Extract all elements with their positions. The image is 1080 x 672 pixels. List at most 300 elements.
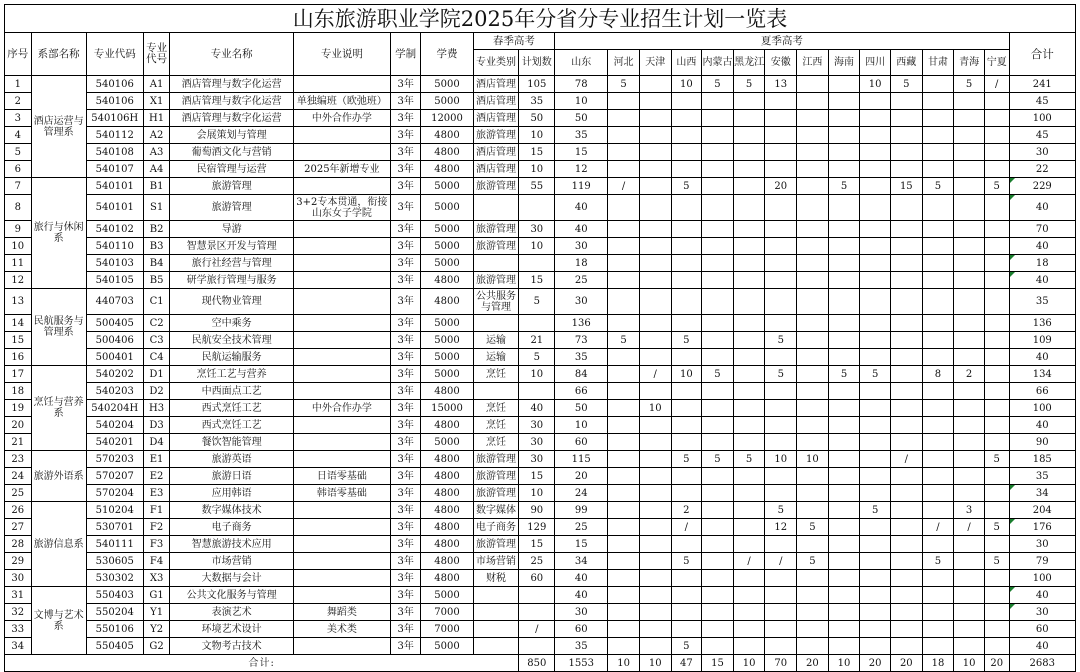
province-plan: / — [984, 76, 1009, 93]
duration: 3年 — [390, 451, 421, 468]
header-seq: 序号 — [5, 33, 32, 76]
province-plan: 78 — [555, 76, 608, 93]
province-plan — [733, 502, 765, 519]
spring-plan — [519, 638, 555, 655]
major-name: 智慧旅游技术应用 — [170, 536, 294, 553]
duration: 3年 — [390, 144, 421, 161]
province-plan: 35 — [555, 638, 608, 655]
major-code: 540202 — [86, 366, 143, 383]
province-plan: / — [890, 451, 922, 468]
province-plan — [733, 272, 765, 289]
header-spring-category: 专业类别 — [473, 50, 519, 76]
province-plan — [639, 127, 671, 144]
province-plan — [765, 485, 797, 502]
province-plan — [922, 604, 954, 621]
province-plan — [984, 604, 1009, 621]
province-plan — [890, 315, 922, 332]
province-plan — [860, 144, 891, 161]
table-row — [5, 366, 1076, 383]
province-plan: 5 — [608, 332, 640, 349]
major-code: 570204 — [86, 485, 143, 502]
province-plan: / — [922, 519, 954, 536]
province-plan: 35 — [555, 349, 608, 366]
province-plan — [797, 417, 829, 434]
province-plan — [671, 289, 702, 315]
major-short-code: B1 — [143, 178, 170, 195]
province-plan — [733, 485, 765, 502]
spring-plan: 10 — [519, 485, 555, 502]
province-plan: 5 — [702, 451, 734, 468]
footer-province-total: 15 — [702, 655, 734, 672]
duration: 3年 — [390, 221, 421, 238]
row-seq: 9 — [5, 221, 32, 238]
header-province: 河北 — [608, 50, 640, 76]
province-plan: 20 — [555, 468, 608, 485]
major-name: 空中乘务 — [170, 315, 294, 332]
province-plan — [922, 451, 954, 468]
province-plan — [860, 332, 891, 349]
province-plan: 30 — [555, 604, 608, 621]
footer-grand-total: 2683 — [1009, 655, 1075, 672]
table-row — [5, 536, 1076, 553]
row-seq: 32 — [5, 604, 32, 621]
header-province: 安徽 — [765, 50, 797, 76]
duration: 3年 — [390, 502, 421, 519]
province-plan — [954, 93, 985, 110]
province-plan — [639, 570, 671, 587]
major-name: 电子商务 — [170, 519, 294, 536]
tuition-fee: 4800 — [421, 417, 473, 434]
footer-province-total: 10 — [828, 655, 860, 672]
province-plan — [608, 621, 640, 638]
major-short-code: X1 — [143, 93, 170, 110]
province-plan — [639, 553, 671, 570]
province-plan — [765, 400, 797, 417]
tuition-fee: 4800 — [421, 570, 473, 587]
spring-plan: 21 — [519, 332, 555, 349]
major-code: 540103 — [86, 255, 143, 272]
province-plan — [954, 417, 985, 434]
province-plan — [828, 519, 860, 536]
province-plan — [954, 553, 985, 570]
spring-category: 酒店管理 — [473, 93, 519, 110]
footer-province-total: 20 — [797, 655, 829, 672]
province-plan — [639, 502, 671, 519]
province-plan — [890, 417, 922, 434]
province-plan — [702, 519, 734, 536]
major-note — [293, 383, 390, 400]
major-name: 旅游日语 — [170, 468, 294, 485]
province-plan — [702, 93, 734, 110]
province-plan: 12 — [765, 519, 797, 536]
province-plan: 10 — [671, 366, 702, 383]
major-name: 旅行社经营与管理 — [170, 255, 294, 272]
row-seq: 21 — [5, 434, 32, 451]
spring-category: 运输 — [473, 349, 519, 366]
province-plan: 40 — [555, 195, 608, 221]
province-plan — [860, 604, 891, 621]
row-seq: 13 — [5, 289, 32, 315]
province-plan — [984, 349, 1009, 366]
province-plan — [671, 587, 702, 604]
province-plan — [639, 110, 671, 127]
province-plan — [797, 349, 829, 366]
major-code: 540105 — [86, 272, 143, 289]
duration: 3年 — [390, 255, 421, 272]
table-row — [5, 400, 1076, 417]
major-name: 民航安全技术管理 — [170, 332, 294, 349]
province-plan — [639, 587, 671, 604]
spring-plan: 10 — [519, 161, 555, 178]
province-plan — [671, 536, 702, 553]
spring-plan: 5 — [519, 289, 555, 315]
province-plan — [860, 383, 891, 400]
tuition-fee: 5000 — [421, 638, 473, 655]
spring-category: 旅游管理 — [473, 178, 519, 195]
province-plan — [797, 161, 829, 178]
province-plan — [702, 468, 734, 485]
province-plan — [671, 272, 702, 289]
province-plan — [828, 417, 860, 434]
row-total: 109 — [1009, 332, 1075, 349]
header-spring-exam: 春季高考 — [473, 33, 555, 50]
province-plan — [954, 451, 985, 468]
footer-province-total: 70 — [765, 655, 797, 672]
row-seq: 12 — [5, 272, 32, 289]
province-plan: 35 — [555, 127, 608, 144]
row-total: 35 — [1009, 468, 1075, 485]
province-plan — [828, 161, 860, 178]
duration: 3年 — [390, 519, 421, 536]
province-plan — [608, 451, 640, 468]
tuition-fee: 4800 — [421, 519, 473, 536]
header-province: 黑龙江 — [733, 50, 765, 76]
spring-plan: 15 — [519, 272, 555, 289]
province-plan: 5 — [860, 366, 891, 383]
province-plan: 60 — [555, 621, 608, 638]
province-plan — [608, 221, 640, 238]
row-total: 40 — [1009, 238, 1075, 255]
province-plan — [890, 238, 922, 255]
province-plan — [797, 315, 829, 332]
province-plan — [733, 144, 765, 161]
province-plan — [639, 272, 671, 289]
table-row — [5, 161, 1076, 178]
province-plan — [733, 315, 765, 332]
province-plan — [922, 110, 954, 127]
major-note — [293, 315, 390, 332]
duration: 3年 — [390, 315, 421, 332]
table-row — [5, 570, 1076, 587]
province-plan: 5 — [671, 638, 702, 655]
province-plan: 2 — [671, 502, 702, 519]
province-plan: 40 — [555, 587, 608, 604]
tuition-fee: 5000 — [421, 238, 473, 255]
spring-category: 数字媒体 — [473, 502, 519, 519]
province-plan — [671, 400, 702, 417]
province-plan — [922, 76, 954, 93]
spring-category — [473, 587, 519, 604]
major-code: 540106 — [86, 76, 143, 93]
major-code: 550204 — [86, 604, 143, 621]
major-name: 大数据与会计 — [170, 570, 294, 587]
province-plan — [671, 110, 702, 127]
table-row — [5, 638, 1076, 655]
duration: 3年 — [390, 468, 421, 485]
duration: 3年 — [390, 76, 421, 93]
province-plan — [608, 553, 640, 570]
major-short-code: F1 — [143, 502, 170, 519]
province-plan — [954, 110, 985, 127]
table-row — [5, 502, 1076, 519]
province-plan: 5 — [890, 76, 922, 93]
province-plan — [890, 604, 922, 621]
province-plan — [639, 195, 671, 221]
footer-province-total: 20 — [860, 655, 891, 672]
row-total: 45 — [1009, 127, 1075, 144]
spring-category: 电子商务 — [473, 519, 519, 536]
province-plan — [984, 127, 1009, 144]
header-short: 专业代号 — [143, 33, 170, 76]
row-seq: 19 — [5, 400, 32, 417]
row-total: 100 — [1009, 110, 1075, 127]
province-plan — [860, 587, 891, 604]
province-plan — [608, 485, 640, 502]
province-plan — [639, 519, 671, 536]
province-plan — [733, 255, 765, 272]
province-plan — [702, 553, 734, 570]
province-plan: 24 — [555, 485, 608, 502]
major-note — [293, 553, 390, 570]
province-plan — [860, 451, 891, 468]
province-plan — [733, 383, 765, 400]
province-plan — [860, 127, 891, 144]
spring-category: 财税 — [473, 570, 519, 587]
major-code: 440703 — [86, 289, 143, 315]
major-name: 旅游管理 — [170, 195, 294, 221]
major-code: 540108 — [86, 144, 143, 161]
row-seq: 17 — [5, 366, 32, 383]
row-seq: 34 — [5, 638, 32, 655]
province-plan — [860, 570, 891, 587]
province-plan — [608, 93, 640, 110]
header-province: 天津 — [639, 50, 671, 76]
province-plan — [828, 144, 860, 161]
province-plan: / — [765, 553, 797, 570]
major-name: 西式烹饪工艺 — [170, 417, 294, 434]
tuition-fee: 5000 — [421, 587, 473, 604]
spring-plan: 60 — [519, 570, 555, 587]
header-province: 西藏 — [890, 50, 922, 76]
major-short-code: G2 — [143, 638, 170, 655]
tuition-fee: 5000 — [421, 349, 473, 366]
major-code: 540106 — [86, 93, 143, 110]
province-plan — [890, 110, 922, 127]
province-plan — [890, 587, 922, 604]
tuition-fee: 5000 — [421, 178, 473, 195]
row-total: 40 — [1009, 587, 1075, 604]
province-plan — [860, 519, 891, 536]
province-plan — [984, 144, 1009, 161]
major-code: 540201 — [86, 434, 143, 451]
province-plan — [733, 570, 765, 587]
major-note — [293, 519, 390, 536]
province-plan — [860, 468, 891, 485]
major-short-code: A3 — [143, 144, 170, 161]
province-plan — [984, 161, 1009, 178]
province-plan: 5 — [954, 76, 985, 93]
department-name: 旅游外语系 — [31, 451, 86, 502]
duration: 3年 — [390, 553, 421, 570]
province-plan — [922, 621, 954, 638]
province-plan — [733, 536, 765, 553]
row-seq: 31 — [5, 587, 32, 604]
duration: 3年 — [390, 621, 421, 638]
province-plan: 99 — [555, 502, 608, 519]
province-plan — [608, 366, 640, 383]
department-name: 旅游信息系 — [31, 502, 86, 587]
province-plan — [890, 502, 922, 519]
province-plan — [702, 127, 734, 144]
province-plan: 5 — [828, 366, 860, 383]
major-note: 韩语零基础 — [293, 485, 390, 502]
tuition-fee: 4800 — [421, 536, 473, 553]
major-note — [293, 272, 390, 289]
province-plan — [922, 161, 954, 178]
province-plan — [890, 349, 922, 366]
province-plan — [922, 127, 954, 144]
province-plan — [828, 76, 860, 93]
province-plan — [733, 349, 765, 366]
major-code: 540107 — [86, 161, 143, 178]
table-row — [5, 604, 1076, 621]
province-plan — [890, 400, 922, 417]
duration: 3年 — [390, 366, 421, 383]
major-code: 550106 — [86, 621, 143, 638]
province-plan — [608, 604, 640, 621]
province-plan — [702, 255, 734, 272]
province-plan — [733, 400, 765, 417]
footer-province-total: 18 — [922, 655, 954, 672]
tuition-fee: 4800 — [421, 485, 473, 502]
province-plan — [922, 400, 954, 417]
tuition-fee: 5000 — [421, 221, 473, 238]
province-plan — [608, 638, 640, 655]
footer-province-total: 10 — [608, 655, 640, 672]
province-plan — [702, 485, 734, 502]
major-note: 舞蹈类 — [293, 604, 390, 621]
province-plan — [954, 349, 985, 366]
table-row — [5, 195, 1076, 221]
province-plan — [765, 144, 797, 161]
header-province: 江西 — [797, 50, 829, 76]
spring-category: 市场营销 — [473, 553, 519, 570]
spring-category: 酒店管理 — [473, 161, 519, 178]
major-code: 540112 — [86, 127, 143, 144]
province-plan — [765, 468, 797, 485]
province-plan — [639, 76, 671, 93]
province-plan — [797, 434, 829, 451]
province-plan — [608, 272, 640, 289]
province-plan — [733, 93, 765, 110]
spring-plan: 105 — [519, 76, 555, 93]
footer-province-total: 47 — [671, 655, 702, 672]
spring-plan: 15 — [519, 144, 555, 161]
province-plan — [765, 289, 797, 315]
table-row — [5, 451, 1076, 468]
header-province: 甘肃 — [922, 50, 954, 76]
spring-plan: 50 — [519, 110, 555, 127]
spring-plan: 90 — [519, 502, 555, 519]
province-plan — [890, 621, 922, 638]
province-plan — [765, 621, 797, 638]
department-name: 文博与艺术系 — [31, 587, 86, 655]
province-plan — [984, 434, 1009, 451]
province-plan — [984, 485, 1009, 502]
major-note — [293, 76, 390, 93]
major-name: 酒店管理与数字化运营 — [170, 76, 294, 93]
province-plan — [954, 255, 985, 272]
major-note: 中外合作办学 — [293, 110, 390, 127]
province-plan — [608, 468, 640, 485]
spring-category — [473, 638, 519, 655]
province-plan — [922, 570, 954, 587]
major-name: 旅游管理 — [170, 178, 294, 195]
major-note: 中外合作办学 — [293, 400, 390, 417]
table-row — [5, 349, 1076, 366]
row-seq: 4 — [5, 127, 32, 144]
table-row — [5, 587, 1076, 604]
province-plan — [733, 604, 765, 621]
province-plan: 5 — [984, 451, 1009, 468]
province-plan — [984, 195, 1009, 221]
province-plan: 5 — [671, 178, 702, 195]
spring-category — [473, 255, 519, 272]
major-note — [293, 349, 390, 366]
duration: 3年 — [390, 238, 421, 255]
duration: 3年 — [390, 536, 421, 553]
province-plan — [702, 536, 734, 553]
province-plan — [890, 366, 922, 383]
major-code: 540111 — [86, 536, 143, 553]
province-plan — [922, 434, 954, 451]
province-plan — [860, 349, 891, 366]
province-plan — [765, 221, 797, 238]
spring-category: 酒店管理 — [473, 76, 519, 93]
province-plan — [702, 604, 734, 621]
province-plan — [608, 238, 640, 255]
province-plan: 5 — [765, 332, 797, 349]
province-plan — [954, 570, 985, 587]
province-plan — [702, 332, 734, 349]
province-plan — [954, 178, 985, 195]
sheet-title: 山东旅游职业学院2025年分省分专业招生计划一览表 — [4, 4, 1076, 32]
row-total: 204 — [1009, 502, 1075, 519]
major-code: 540204H — [86, 400, 143, 417]
table-row — [5, 553, 1076, 570]
major-code: 500401 — [86, 349, 143, 366]
major-short-code: E3 — [143, 485, 170, 502]
province-plan — [922, 485, 954, 502]
province-plan: / — [954, 519, 985, 536]
province-plan — [639, 417, 671, 434]
header-name: 专业名称 — [170, 33, 294, 76]
row-total: 18 — [1009, 255, 1075, 272]
footer-total-label: 合计: — [5, 655, 519, 672]
province-plan — [733, 366, 765, 383]
province-plan — [828, 93, 860, 110]
province-plan: 50 — [555, 110, 608, 127]
